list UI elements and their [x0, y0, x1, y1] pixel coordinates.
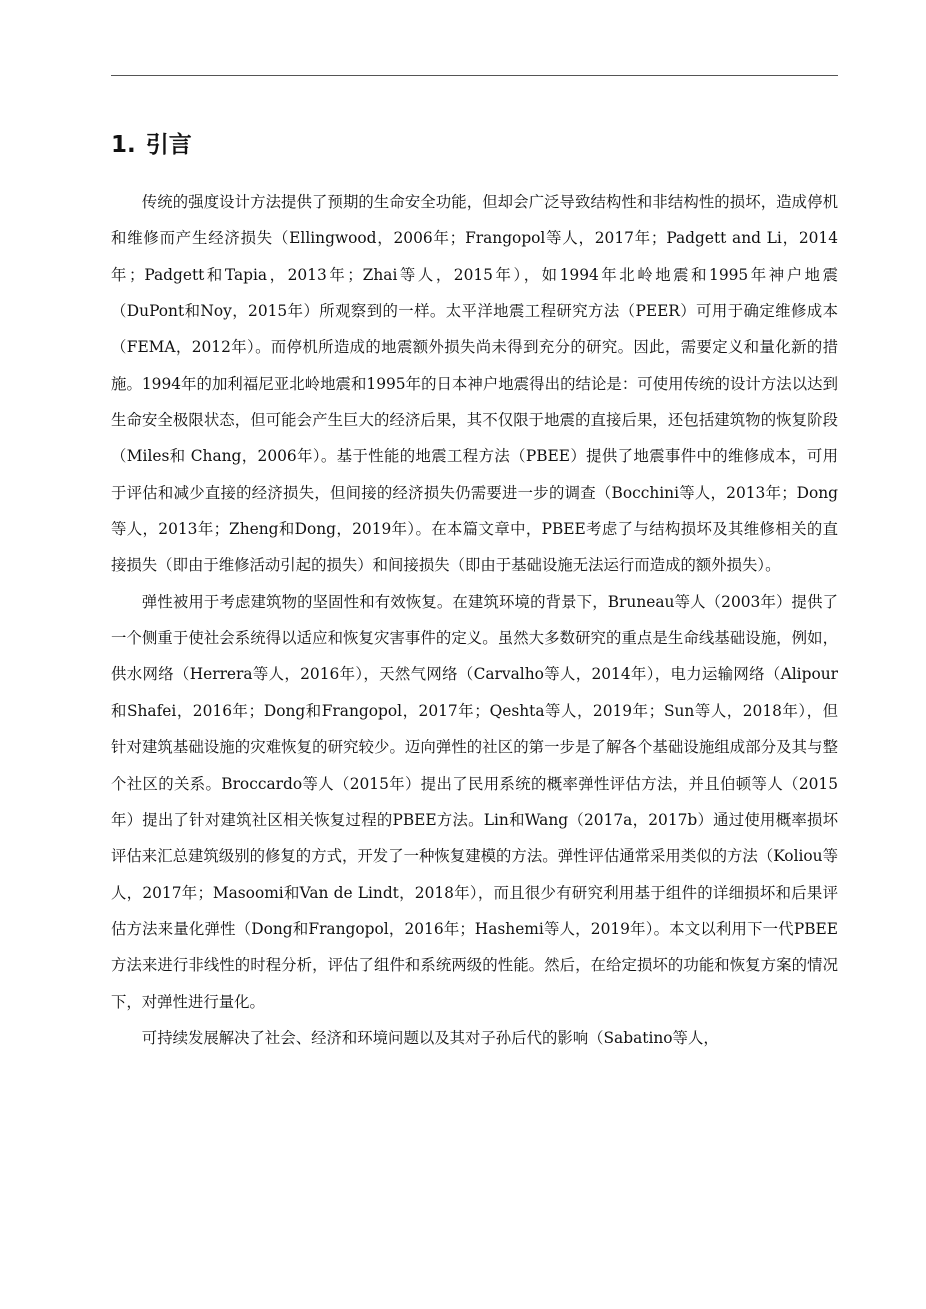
- section-title: 引言: [145, 132, 192, 158]
- paragraph-sustainability: 可持续发展解决了社会、经济和环境问题以及其对子孙后代的影响（Sabatino等人，: [141, 1028, 719, 1047]
- section-heading: [111, 130, 192, 160]
- paragraph-resilience: 弹性被用于考虑建筑物的坚固性和有效恢复。在建筑环境的背景下，Bruneau等人（2003年）提供了一个侧重于使社会系统得以适应和恢复灾害事件的定义。虽然大多数研究的重点是生命线基础设施，例如，供水网络（Herrera等人，2016年），天然气网络（Carvalho等人，2014年），电力运输网络（Alipour和Shafei，2016年；Dong和Frangopol，2017年；Qeshta等人，2019年；Sun等人，2018年），但针对建筑基础设施的灾难恢复的研究较少。迈向弹性的社区的第一步是了解各个基础设施组成部分及其与整个社区的关系。Broccardo等人（2015年）提出了民用系统的概率弹性评估方法，并且伯顿等人（2015年）提出了针对建筑社区相关恢复过程的PBEE方法。Lin和Wang（2017a，2017b）通过使用概率损坏评估来汇总建筑级别的修复的方式，开发了一种恢复建模的方法。弹性评估通常采用类似的方法（Koliou等人，2017年；Masoomi和Van de Lindt，2018年），而且很少有研究利用基于组件的详细损坏和后果评估方法来量化弹性（Dong和Frangopol，2016年；Hashemi等人，2019年）。本文以利用下一代PBEE方法来进行非线性的时程分析，评估了组件和系统两级的性能。然后，在给定损坏的功能和恢复方案的情况下，对弹性进行量化。: [111, 592, 838, 1011]
- section-number: 1.: [111, 132, 136, 158]
- paragraph-intro-background: 传统的强度设计方法提供了预期的生命安全功能，但却会广泛导致结构性和非结构性的损坏，造成停机和维修而产生经济损失（Ellingwood，2006年；Frangopol等人，2017年；Padgett and Li，2014年；Padgett和Tapia，2013年；Zhai等人，2015年），如1994年北岭地震和1995年神户地震（DuPont和Noy，2015年）所观察到的一样。太平洋地震工程研究方法（PEER）可用于确定维修成本（FEMA，2012年）。而停机所造成的地震额外损失尚未得到充分的研究。因此，需要定义和量化新的措施。1994年的加利福尼亚北岭地震和1995年的日本神户地震得出的结论是：可使用传统的设计方法以达到生命安全极限状态，但可能会产生巨大的经济后果，其不仅限于地震的直接后果，还包括建筑物的恢复阶段（Miles和 Chang，2006年）。基于性能的地震工程方法（PBEE）提供了地震事件中的维修成本，可用于评估和减少直接的经济损失，但间接的经济损失仍需要进一步的调查（Bocchini等人，2013年；Dong等人，2013年；Zheng和Dong，2019年）。在本篇文章中，PBEE考虑了与结构损坏及其维修相关的直接损失（即由于维修活动引起的损失）和间接损失（即由于基础设施无法运行而造成的额外损失）。: [111, 193, 838, 575]
- body-text: [111, 184, 838, 1056]
- header-rule: [111, 75, 838, 76]
